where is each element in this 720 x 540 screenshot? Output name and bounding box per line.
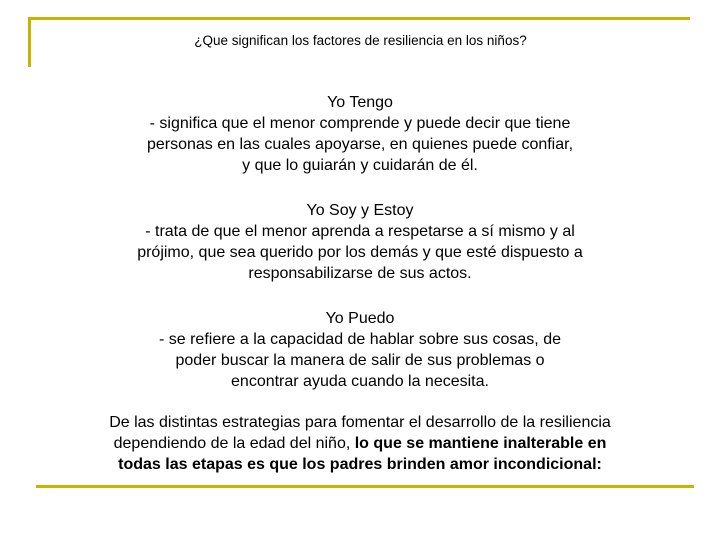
- section-text-line: y que lo guiarán y cuidarán de él.: [242, 157, 478, 174]
- slide-title: ¿Que significan los factores de resiliencia en los niños?: [194, 33, 527, 48]
- conclusion-line: [40, 433, 680, 454]
- section-text-line: - se refiere a la capacidad de hablar sobre sus cosas, de: [158, 331, 561, 348]
- decorative-bottom-rule: [36, 485, 694, 488]
- section-yo-puedo: [60, 308, 660, 392]
- section-heading: Yo Tengo: [327, 94, 393, 111]
- section-text-line: personas en las cuales apoyarse, en quienes puede confiar,: [146, 136, 574, 153]
- conclusion-emphasis-text: lo que se mantiene inalterable en: [354, 435, 607, 452]
- section-heading: Yo Puedo: [325, 310, 395, 327]
- section-yo-tengo: [60, 92, 660, 176]
- section-yo-soy-y-estoy: [60, 200, 660, 284]
- section-text-line: poder buscar la manera de salir de sus problemas o: [175, 352, 545, 369]
- conclusion-regular-text: dependiendo de la edad del niño,: [113, 435, 355, 452]
- conclusion-emphasis-text: todas las etapas es que los padres brinden amor incondicional:: [118, 456, 602, 473]
- section-text-line: prójimo, que sea querido por los demás y que esté dispuesto a: [137, 244, 583, 261]
- conclusion-line: [40, 454, 680, 475]
- decorative-top-rule: [28, 17, 690, 20]
- section-heading: Yo Soy y Estoy: [306, 202, 414, 219]
- conclusion-paragraph: [40, 412, 680, 475]
- section-text-line: - trata de que el menor aprenda a respetarse a sí mismo y al: [145, 223, 575, 240]
- section-text-line: encontrar ayuda cuando la necesita.: [231, 373, 489, 390]
- section-text-line: responsabilizarse de sus actos.: [248, 265, 472, 282]
- section-text-line: - significa que el menor comprende y puede decir que tiene: [149, 115, 571, 132]
- conclusion-line: De las distintas estrategias para fomentar el desarrollo de la resiliencia: [109, 414, 611, 431]
